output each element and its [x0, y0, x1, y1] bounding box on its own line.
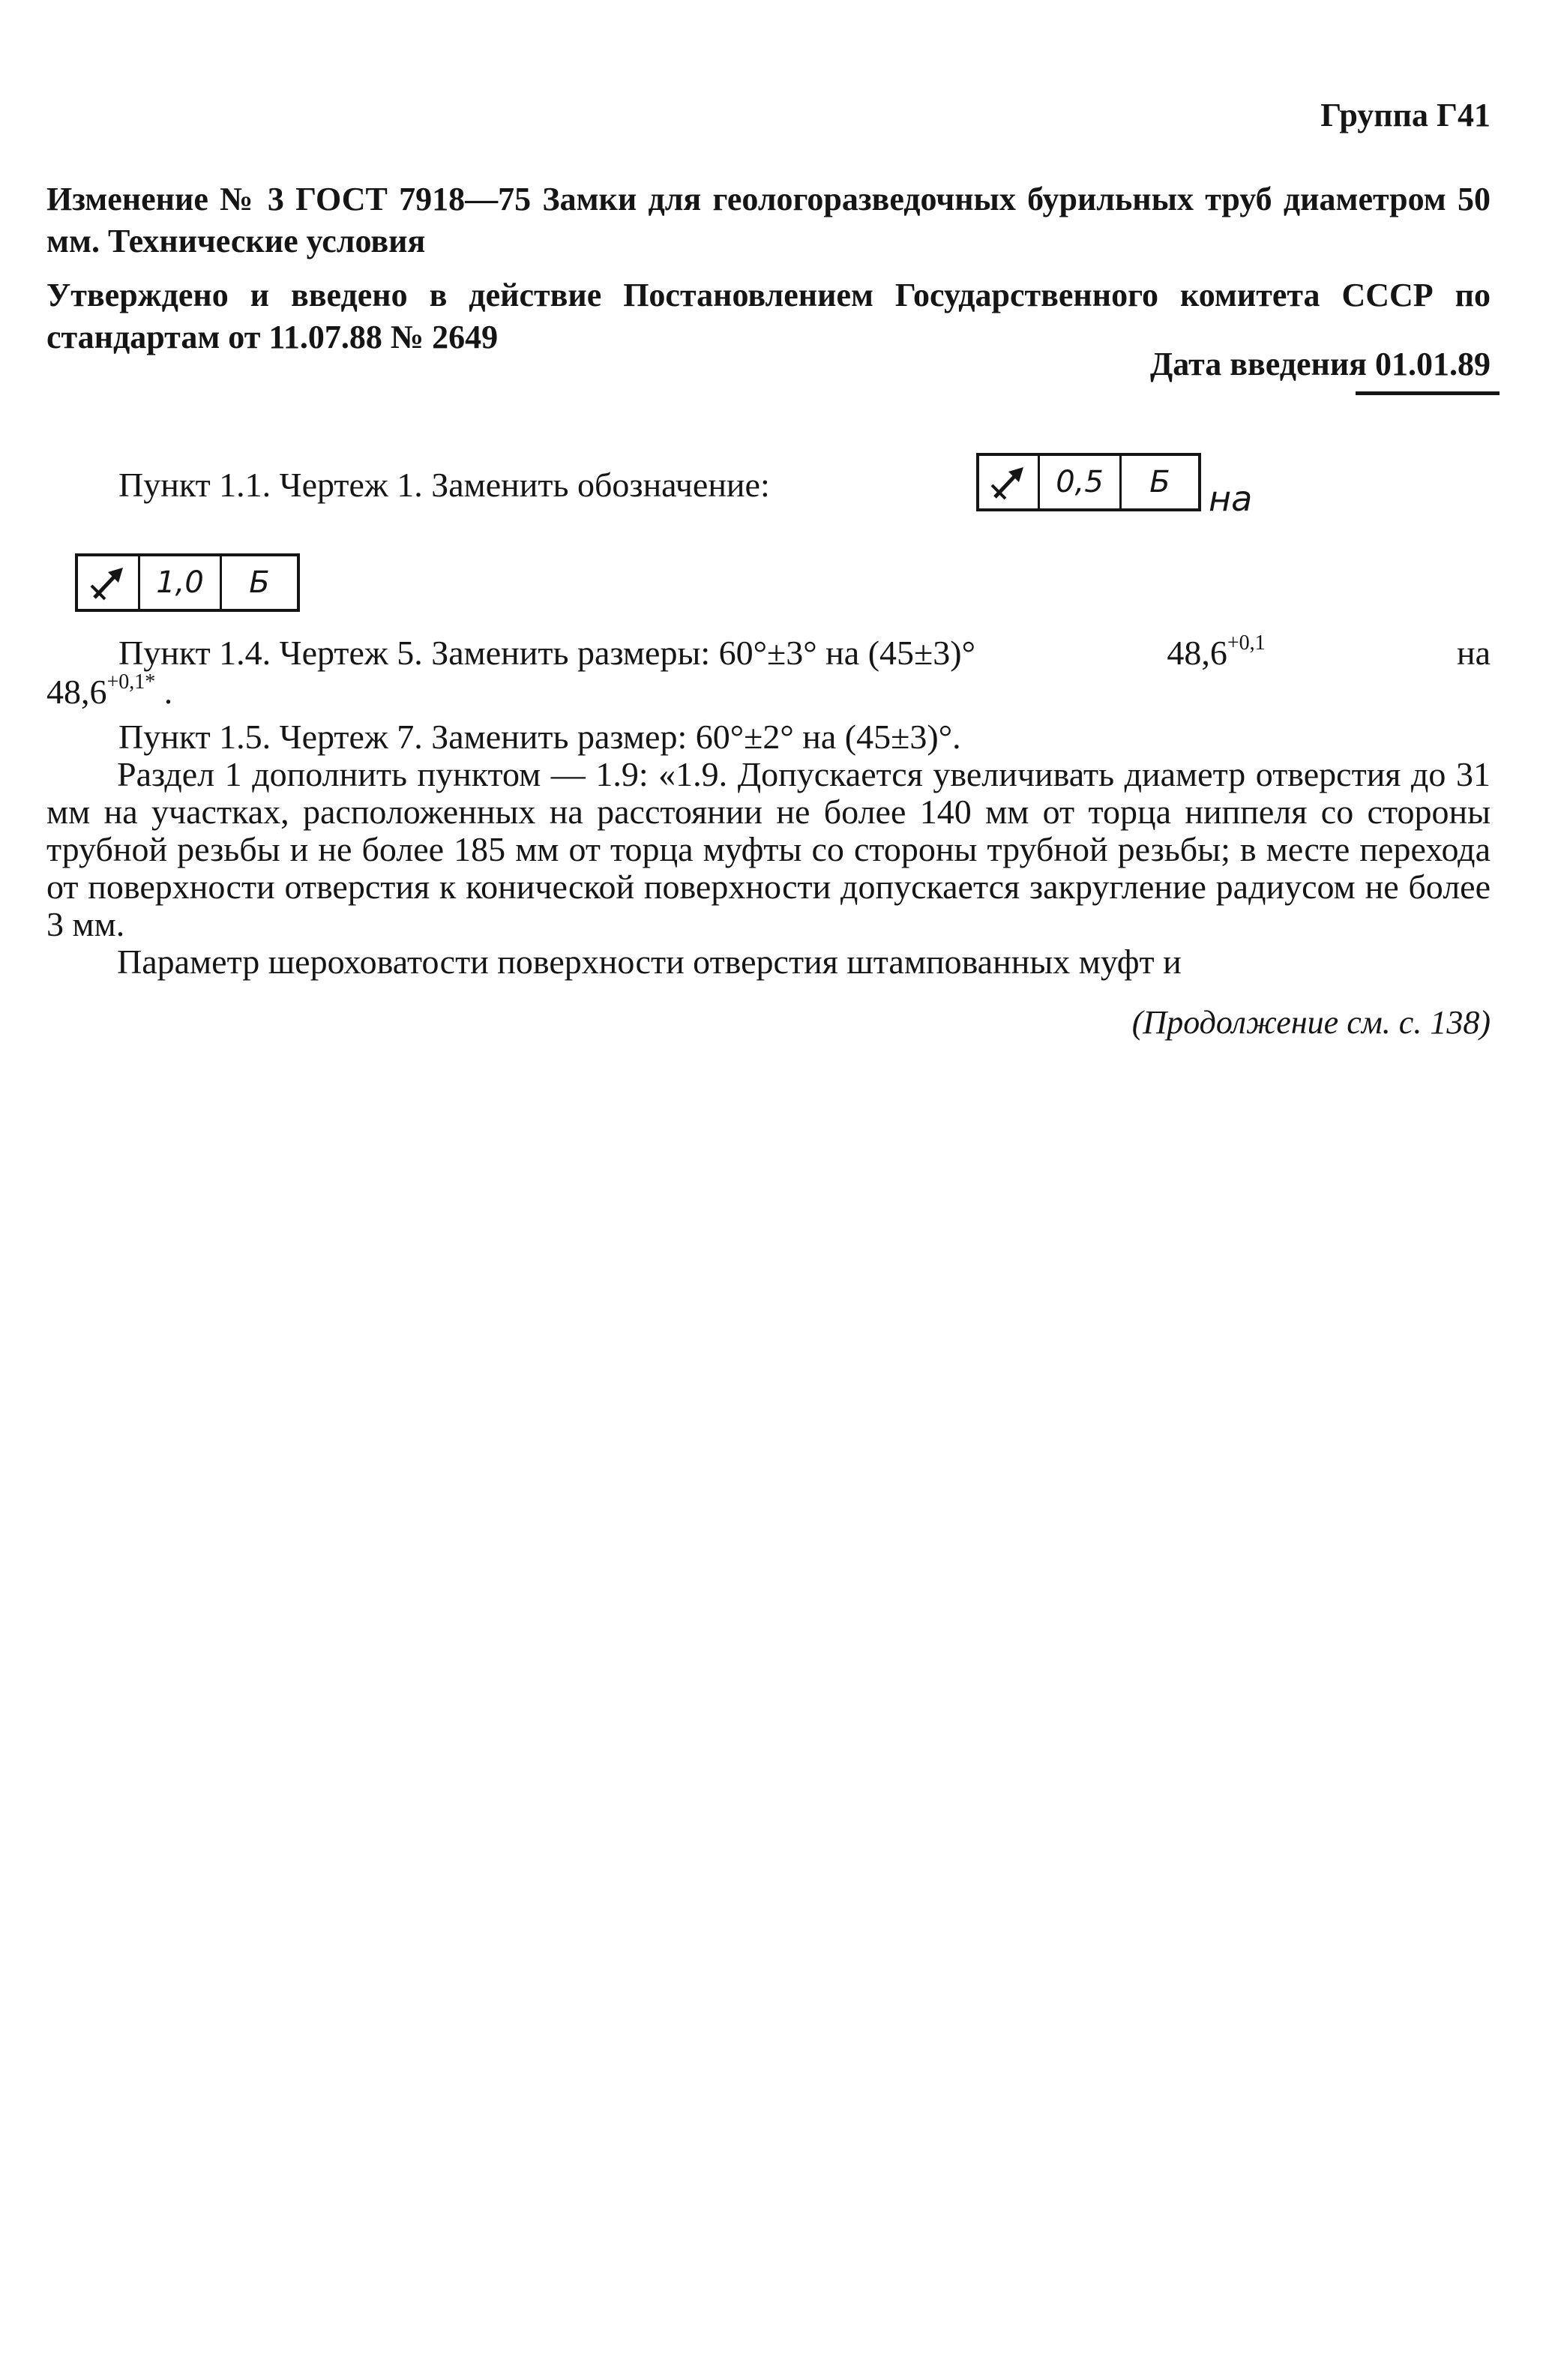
item-1-4-new-tolerance: +0,1*: [106, 670, 156, 694]
continuation-note: (Продолжение см. с. 138): [1131, 1004, 1491, 1041]
new-tolerance-base: Б: [249, 565, 270, 600]
item-1-4-period: .: [163, 673, 173, 711]
old-tolerance-base: Б: [1149, 465, 1170, 499]
runout-arrow-icon: [78, 556, 140, 609]
old-tolerance-value: 0,5: [1040, 456, 1122, 508]
effective-date-value: 01.01.89: [1375, 346, 1491, 382]
amendment-title: Изменение № 3 ГОСТ 7918—75 Замки для геологоразведочных бурильных труб диаметром 50 мм. Технические условия: [46, 181, 1491, 259]
item-1-1-na: на: [1209, 478, 1253, 519]
item-1-4-na: на: [1456, 634, 1491, 672]
item-1-4-old-size: [1167, 631, 1266, 672]
runout-arrow-icon: [979, 456, 1040, 508]
item-1-1-text: Пункт 1.1. Чертеж 1. Заменить обозначение:: [118, 466, 770, 504]
approval-statement: Утверждено и введено в действие Постановлением Государственного комитета СССР по стандартам от 11.07.88 № 2649: [46, 277, 1491, 355]
item-1-4-line: [118, 631, 1491, 672]
new-tolerance-value: 1,0: [140, 556, 222, 609]
item-1-4-old-tolerance: +0,1: [1227, 631, 1266, 655]
new-tolerance-frame: [75, 553, 300, 612]
effective-date: [1150, 345, 1491, 383]
item-1-4-new-size: [46, 670, 173, 711]
old-tolerance-frame: [976, 453, 1201, 511]
effective-date-label: Дата введения: [1149, 346, 1367, 382]
roughness-paragraph: Параметр шероховатости поверхности отверстия штампованных муфт и: [117, 943, 1182, 981]
item-1-4-old-value: 48,6: [1167, 634, 1227, 672]
section-1-addition: Раздел 1 дополнить пунктом — 1.9: «1.9. Допускается увеличивать диаметр отверстия до 31 мм на участках, расположенных на расстоянии не более 140 мм от торца ниппеля со стороны трубной резьбы и не более 185 мм от торца муфты со стороны трубной резьбы; в месте перехода от поверхности отверстия к конической поверхности допускается закругление радиусом не более 3 мм.: [46, 755, 1491, 943]
item-1-4-text: Пункт 1.4. Чертеж 5. Заменить размеры: 60°±3° на (45±3)°: [118, 634, 975, 672]
date-underline: [1356, 391, 1500, 395]
item-1-5-text: Пункт 1.5. Чертеж 7. Заменить размер: 60°±2° на (45±3)°.: [118, 718, 961, 756]
group-code: Группа Г41: [1320, 97, 1491, 133]
item-1-4-new-value: 48,6: [46, 673, 107, 711]
